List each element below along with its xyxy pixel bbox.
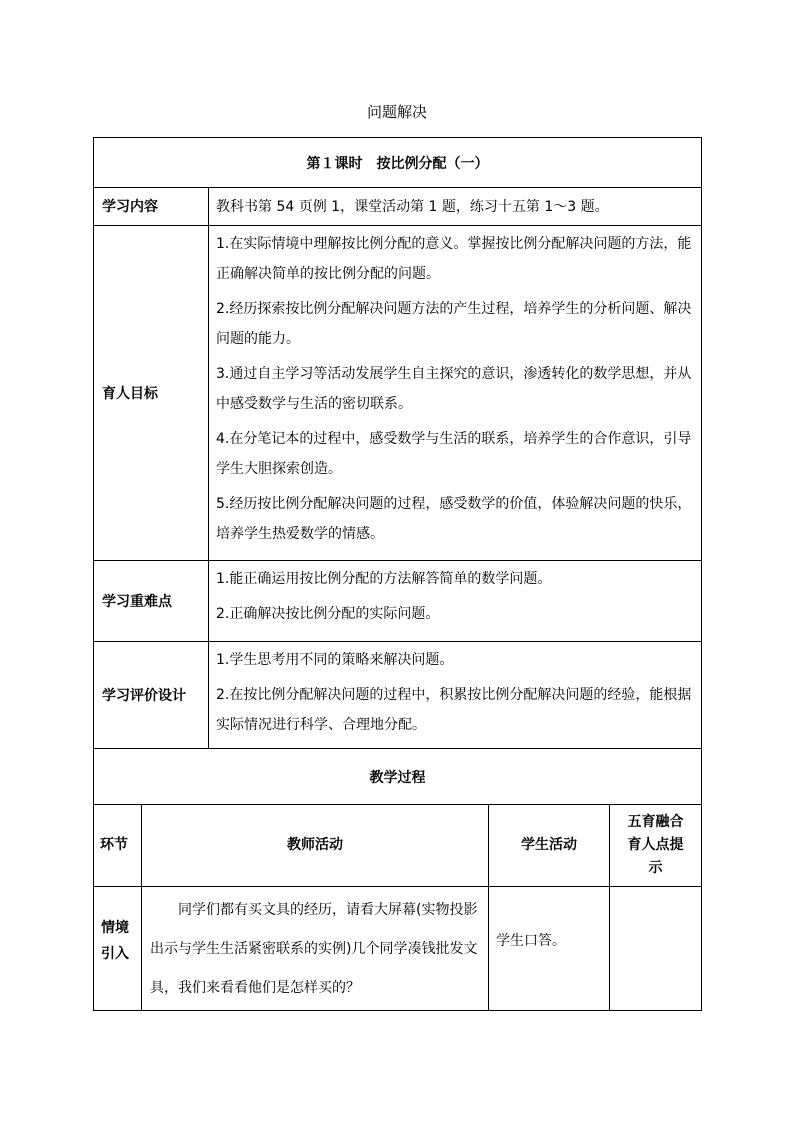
process-row bbox=[94, 887, 702, 1011]
lesson-plan-table bbox=[93, 137, 702, 1011]
hint-cell bbox=[610, 887, 702, 1011]
header-hint: 五育融合育人点提示 bbox=[610, 805, 702, 887]
content-text: 教科书第 54 页例 1，课堂活动第 1 题，练习十五第 1～3 题。 bbox=[209, 188, 702, 226]
key-point-item: 2.正确解决按比例分配的实际问题。 bbox=[216, 606, 440, 622]
goal-item: 1.在实际情境中理解按比例分配的意义。掌握按比例分配解决问题的方法，能正确解决简单的按比例分配的问题。 bbox=[216, 236, 692, 282]
evaluation-item: 1.学生思考用不同的策略来解决问题。 bbox=[216, 652, 454, 668]
goal-item: 3.通过自主学习等活动发展学生自主探究的意识，渗透转化的数学思想，并从中感受数学与生活的密切联系。 bbox=[216, 366, 692, 412]
goals-label: 育人目标 bbox=[94, 226, 209, 561]
student-activity: 学生口答。 bbox=[489, 887, 610, 1011]
evaluation-item: 2.在按比例分配解决问题的过程中，积累按比例分配解决问题的经验，能根据实际情况进行科学、合理地分配。 bbox=[216, 687, 692, 733]
evaluation-content bbox=[209, 642, 702, 749]
process-title: 教学过程 bbox=[94, 749, 702, 805]
goal-item: 4.在分笔记本的过程中，感受数学与生活的联系，培养学生的合作意识，引导学生大胆探索创造。 bbox=[216, 431, 692, 477]
header-teacher: 教师活动 bbox=[142, 805, 489, 887]
stage-cell: 情境引入 bbox=[94, 887, 142, 1011]
goals-row bbox=[94, 226, 702, 561]
header-stage: 环节 bbox=[94, 805, 142, 887]
goal-item: 2.经历探索按比例分配解决问题方法的产生过程，培养学生的分析问题、解决问题的能力。 bbox=[216, 301, 692, 347]
lesson-title-row bbox=[94, 138, 702, 188]
lesson-title: 第１课时 按比例分配（一） bbox=[94, 138, 702, 188]
evaluation-label: 学习评价设计 bbox=[94, 642, 209, 749]
key-points-row bbox=[94, 561, 702, 642]
key-points-label: 学习重难点 bbox=[94, 561, 209, 642]
process-header-row bbox=[94, 805, 702, 887]
goal-item: 5.经历按比例分配解决问题的过程，感受数学的价值，体验解决问题的快乐，培养学生热爱数学的情感。 bbox=[216, 496, 692, 542]
key-points-content bbox=[209, 561, 702, 642]
content-label: 学习内容 bbox=[94, 188, 209, 226]
key-point-item: 1.能正确运用按比例分配的方法解答简单的数学问题。 bbox=[216, 571, 552, 587]
teacher-activity: 同学们都有买文具的经历，请看大屏幕(实物投影出示与学生生活紧密联系的实例)几个同学凑钱批发文具，我们来看看他们是怎样买的？ bbox=[142, 887, 489, 1011]
evaluation-row bbox=[94, 642, 702, 749]
process-title-row bbox=[94, 749, 702, 805]
header-student: 学生活动 bbox=[489, 805, 610, 887]
goals-content bbox=[209, 226, 702, 561]
page-title: 问题解决 bbox=[366, 103, 427, 121]
content-row bbox=[94, 188, 702, 226]
